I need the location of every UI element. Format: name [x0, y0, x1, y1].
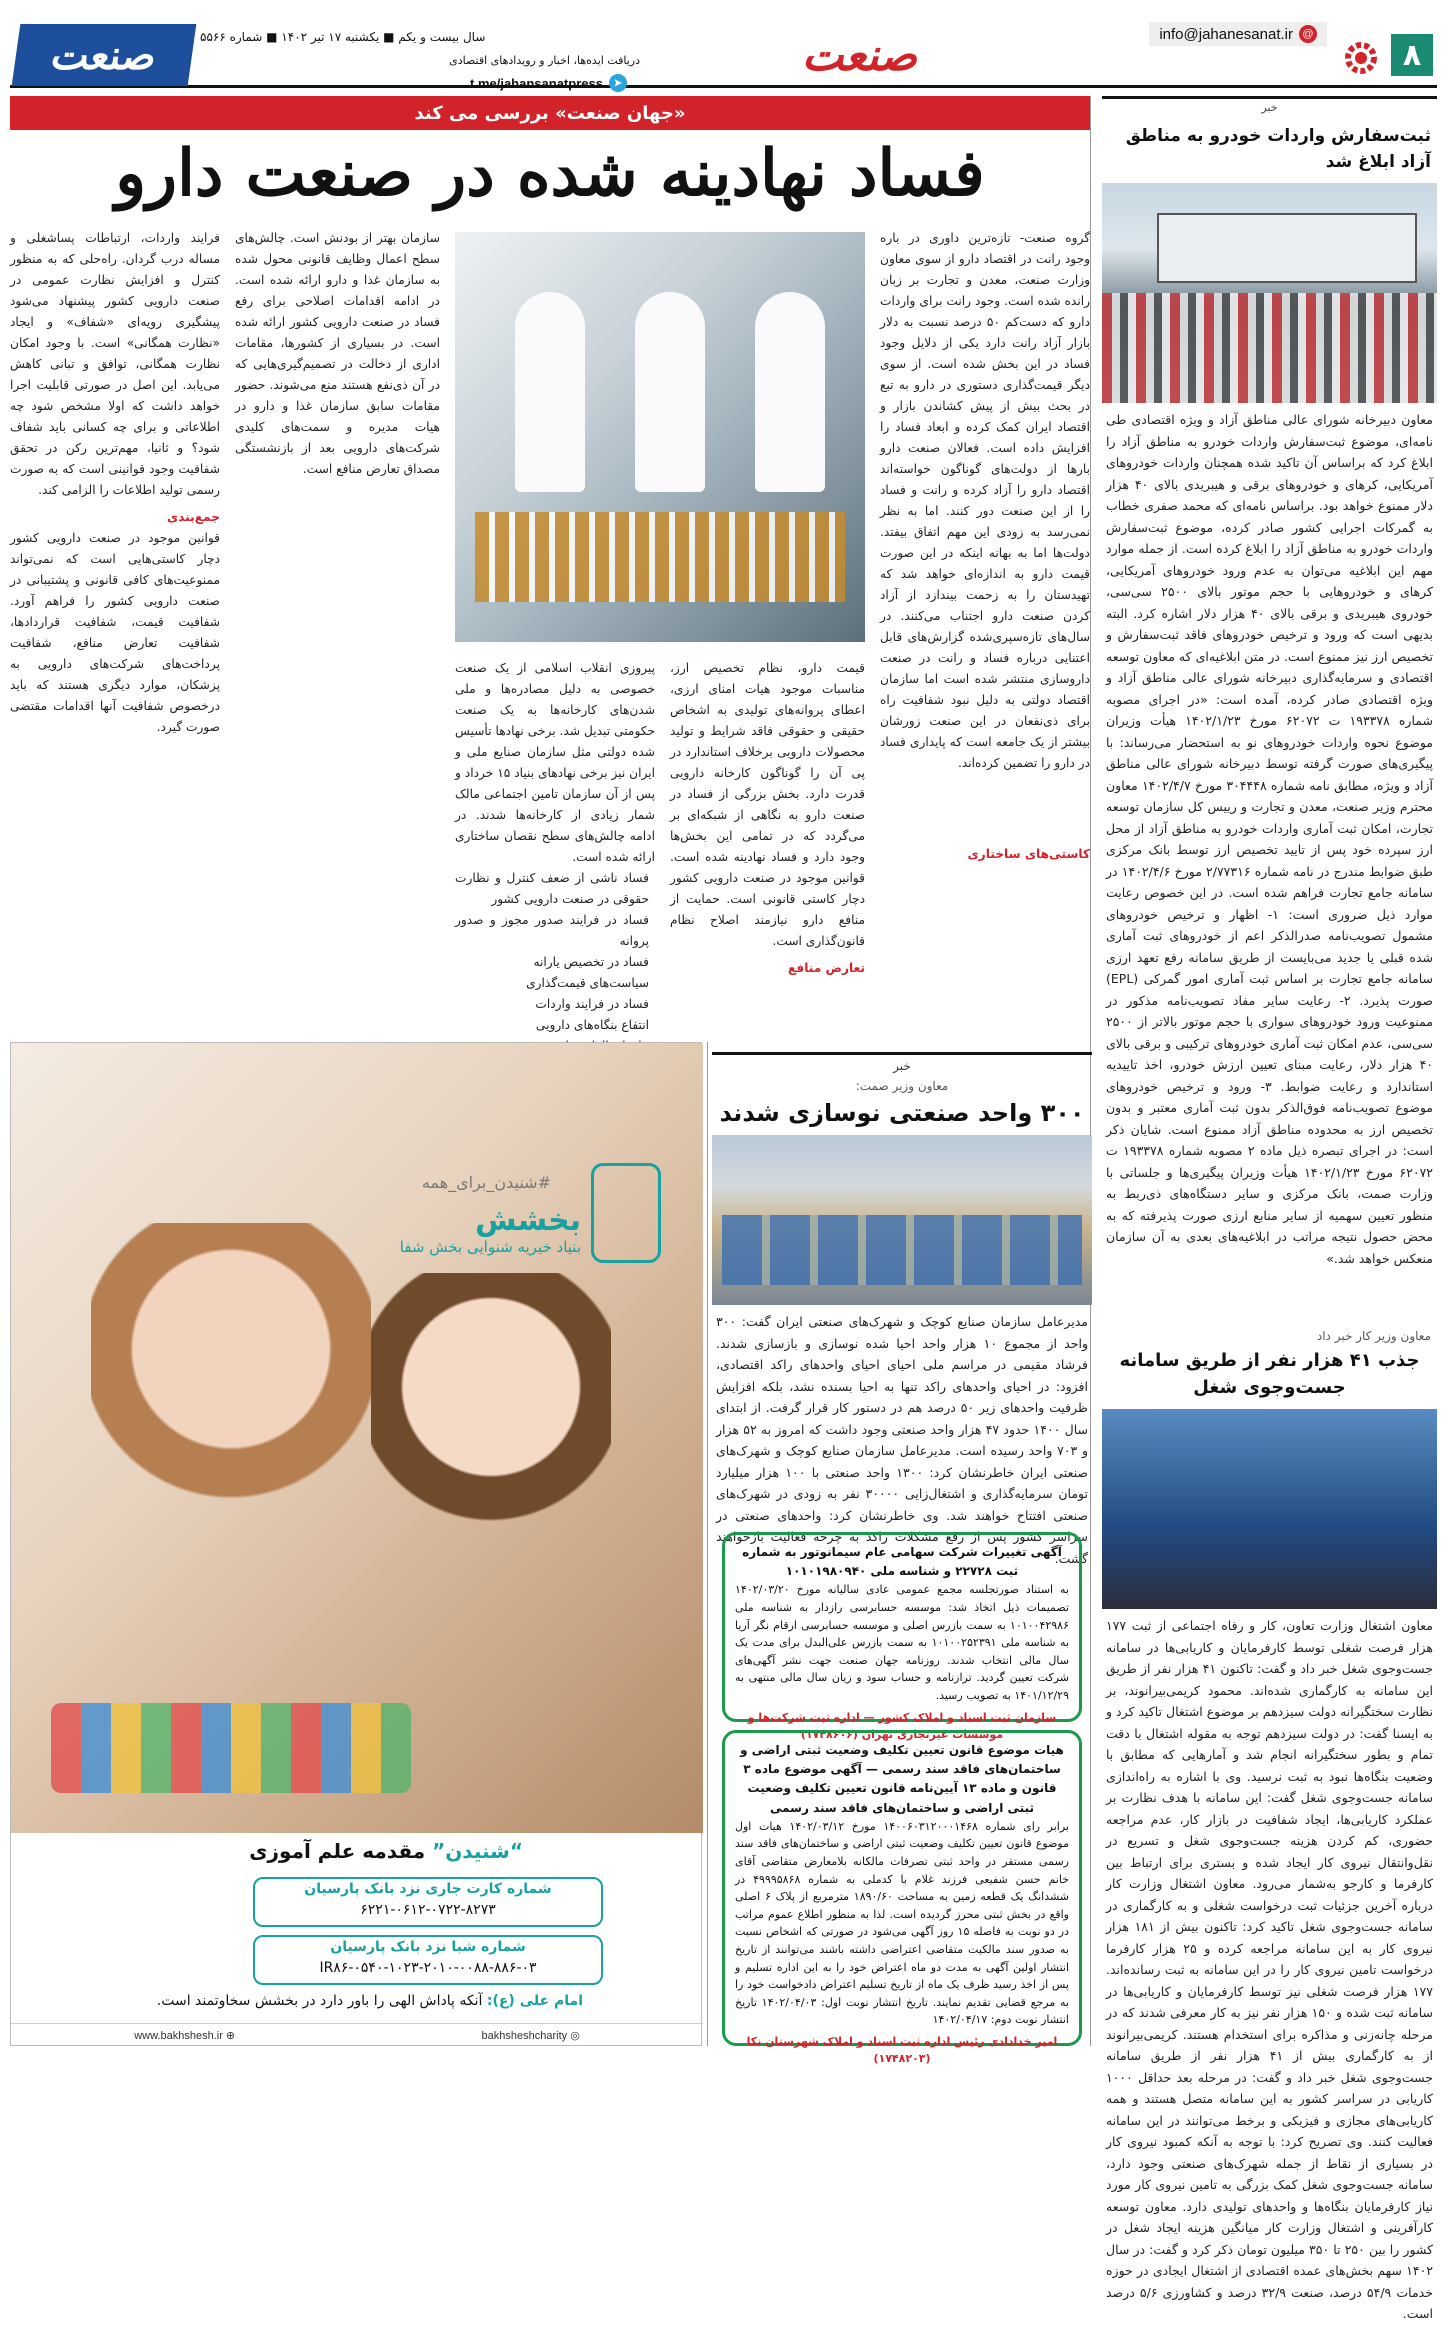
article-column-1 — [880, 228, 1090, 828]
sidebar-kicker-jobs: معاون وزیر کار خبر داد — [1316, 1329, 1431, 1343]
list-item: فساد در تخصیص یارانه — [533, 954, 649, 969]
article-text-5: فرایند واردات، ارتباطات پساشغلی و مساله درب گردان. راه‌حلی که به منظور کنترل و افزایش نظارت عمومی در صنعت دارویی کشور پیشنهاد می‌شود پیشگیری رویه‌ای «شفاف» و ایجاد «نظارت همگانی» است. با وجود امکان نظارت همگانی، توافق و تبانی کاهش می‌یابد. این اصل در صورتی قابلیت اجرا خواهد داشت که اولا مشخص شود چه اطلاعاتی و برای چه کسانی باید شفاف شود؟ و ثانیا، مهم‌ترین رکن در تحقق شفافیت وجود قوانینی است که به صورت رسمی تولید اطلاعات را الزامی کند. — [10, 231, 220, 497]
subhead-structural: کاستی‌های ساختاری — [967, 847, 1090, 861]
ad-hashtag: #شنیدن_برای_همه — [421, 1173, 551, 1192]
ad-org-sub: بنیاد خیریه شنوایی بخش شفا — [399, 1238, 581, 1256]
article-text-2: قیمت دارو، نظام تخصیص ارز، مناسبات موجود هیات امنای ارزی، اعطای پروانه‌های تولیدی به اشخاص حقیقی و حقوقی فاقد شرایط و تولید محصولات دارویی برخلاف استاندارد در پی آن را گوناگون کارخانه دارویی قدرت دارد. بخش بزرگی از فساد در صنعت دارو به نگاهی از شبکه‌ای بر می‌گردد که در تمامی این بخش‌ها وجود دارد و فساد نهادینه شده است. قوانین موجود در صنعت دارویی کشور دچار کاستی قانونی است. حمایت از منافع دارو نیازمند اصلاح نظام قانون‌گذاری است. — [670, 661, 865, 948]
globe-icon: ⊕ — [225, 2030, 236, 2042]
ad-quote-author: امام علی (ع): — [486, 1993, 583, 2009]
subhead-conflict: تعارض منافع — [787, 960, 865, 975]
instagram-icon: ◎ — [570, 2030, 580, 2042]
sidebar-title-jobs: جذب ۴۱ هزار نفر از طریق سامانه جست‌وجوی شغل — [1119, 1350, 1420, 1398]
article-headline: فساد نهادینه شده در صنعت دارو — [115, 136, 985, 211]
legal-notice-2 — [722, 1730, 1082, 2066]
ad-quote — [157, 1993, 583, 2009]
ship-shape — [1157, 213, 1417, 283]
charity-logo-icon — [591, 1163, 661, 1263]
sidebar-title-car-imports: ثبت‌سفارش واردات خودرو به مناطق آزاد ابلاغ شد — [1125, 126, 1431, 172]
main-article — [10, 96, 1090, 1032]
center-news-kicker: معاون وزیر صمت: — [855, 1079, 949, 1093]
card-number-box — [253, 1877, 603, 1927]
ad-tagline-quote: “شنیدن” — [432, 1839, 523, 1863]
ad-tagline-rest: مقدمه علم آموزی — [249, 1839, 426, 1863]
article-column-5 — [10, 228, 220, 1028]
notice-signature: امیر خدادادی رئیس اداره ثبت اسناد و املاک شهرستان نکا (۱۷۴۸۲۰۳) — [746, 2034, 1058, 2066]
news-tag: خبر — [1102, 96, 1437, 116]
card-label: شماره کارت جاری نزد بانک پارسیان — [304, 1881, 552, 1897]
article-column-2 — [670, 658, 865, 1028]
center-news-tag: خبر — [712, 1052, 1092, 1073]
article-text-4: سازمان بهتر از بودنش است. چالش‌های سطح اعمال وظایف قانونی محول شده به سازمان غذا و دارو ارائه شده است. در ادامه اقدامات اصلاحی برای رفع فساد در صنعت دارویی کشور ارائه شده است. در بسیاری از کشورها، مقامات اداری از دخالت در تصمیم‌گیری‌هایی که در آن ذی‌نفع هستند منع می‌شوند. حضور مقامات سابق سازمان غذا و دارو در هیات مدیره و سمت‌های کلیدی شرکت‌های دارویی بعد از بازنشستگی مصداق تعارض منافع است. — [235, 231, 440, 476]
email-address: info@jahanesanat.ir — [1159, 25, 1293, 43]
ad-photo-children — [11, 1043, 703, 1833]
section-name: صنعت — [801, 30, 917, 81]
tagline: دریافت ایده‌ها، اخبار و رویدادهای اقتصادی — [449, 54, 640, 67]
worker-shape — [635, 292, 705, 492]
notice-text: برابر رای شماره ۱۴۰۰۶۰۳۱۲۰۰۰۱۴۶۸ مورخ ۱۴۰۲/۰۳/۱۲ هیات اول موضوع قانون تعیین تکلیف وضعیت ثبتی اراضی و ساختمان‌های فاقد سند رسمی مستقر در واحد ثبتی تصرفات مالکانه بلامعارض متقاضی آقای خانم حسن شفیعی فرزند غلام با کدملی به شماره ۴۹۹۹۵۸۶۸ در ششدانگ یک قطعه زمین به مساحت ۱۸۹۰/۶۰ مترمربع از پلاک ۶ اصلی واقع در بخش ثبتی محرز گردیده است. لذا به منظور اطلاع عموم مراتب در دو نوبت به فاصله ۱۵ روز آگهی می‌شود در صورتی که اشخاص نسبت به صدور سند مالکیت متقاضی اعتراضی داشته باشند می‌توانند از تاریخ انتشار اولین آگهی به مدت دو ماه اعتراض خود را به این اداره تسلیم و پس از اخذ رسید ظرف یک ماه از تاریخ تسلیم اعتراض دادخواست خود را به مرجع قضایی تقدیم نمایند. تاریخ انتشار نوبت اول: ۱۴۰۲/۰۴/۰۳ تاریخ انتشار نوبت دوم: ۱۴۰۲/۰۴/۱۷ — [735, 1819, 1069, 2027]
subhead-summary: جمع‌بندی — [166, 509, 220, 524]
roofs-shape — [722, 1215, 1082, 1285]
article-column-1b — [880, 838, 1090, 1028]
sheba-number: IR۸۶-۰۵۴۰-۱۰۲۳-۲۰۱۰-۰۰۸۸-۸۸۶-۰۳ — [319, 1960, 537, 1976]
sidebar-text-car-imports: معاون دبیرخانه شورای عالی مناطق آزاد و ویژه اقتصادی طی نامه‌ای، موضوع ثبت‌سفارش واردات خودرو به مناطق آزاد را ابلاغ کرد که براساس آن تاکید شده همچنان واردات خودروهای آمریکایی، کرهای و خودروهای برقی و هیبریدی بالای ۴۰ هزار دلار ممنوع خواهد بود. براساس نامه‌ای که محمد صفری خطاب به گمرکات اجرایی کشور صادر کرده، موضوع ثبت‌سفارش واردات خودرو به مناطق آزاد را ابلاغ کرده است. از جمله موارد مهم این ابلاغیه می‌توان به عدم ورود خودروهای آمریکایی، کرهای و خودروهایی با حجم موتور بالای ۲۵۰۰ سی‌سی، خودروی هیبریدی و برقی بالای ۴۰ هزار دلار اشاره کرد. البته بدیهی است که ورود و ترخیص خودروهای فاقد ثبت‌سفارش و تخصیص ارز نیز ممنوع است. در متن ابلاغیه‌ای که معاون توسعه اقتصادی و سرمایه‌گذاری دبیرخانه شورای عالی مناطق آزاد و ویژه اقتصادی صادر کرده، آمده است: «در اجرای مصوبه شماره ۱۹۳۳۷۸ ت ۶۲۰۷۲ مورخ ۱۴۰۲/۱/۲۳ هیأت وزیران موضوع نحوه واردات خودروهای نو به استحضار می‌رساند: با پیگیری‌های صورت گرفته توسط دبیرخانه شورای عالی مناطق آزاد و ویژه، مطابق نامه شماره ۳۰۴۴۴۸ مورخ ۱۴۰۲/۴/۷ معاون محترم وزیر صنعت، معدن و تجارت و رییس کل سازمان توسعه تجارت، امکان ثبت آماری واردات خودرو به مناطق آزاد از محل ارز سپرده خود پس از تایید تخصیص ارز توسط بانک مرکزی طبق ضوابط مندرج در نامه شماره ۲/۷۷۳۱۶ مورخ ۱۴۰۲/۴/۶ در سامانه جامع تجارت فراهم شده است. در این خصوص رعایت موارد ذیل ضروری است: ۱- اظهار و ترخیص خودروهای مشمول تصویب‌نامه صدرالذکر اعم از خودروهای ثبت آماری شده قبلی یا جدید می‌بایست از طریق سامانه رفع تعهد ارزی سامانه جامع تجارت بر اساس ثبت آماری امور گمرکی (EPL) صورت پذیرد. ۲- رعایت سایر مفاد تصویب‌نامه مذکور در ممنوعیت ورود خودروهای سواری با حجم موتور بالاتر از ۲۵۰۰ سی‌سی، عدم امکان ثبت آماری خودروهای ترکیبی و برقی بالای ۴۰ هزار دلار، رعایت مبنای تعیین ارزش خودرو، اخذ تاییدیه استاندارد و رعایت ضوابط. ۳- ورود و ترخیص خودروهای موضوع تصویب‌نامه فوق‌الذکر بدون ثبت آماری معتبر و بدون تخصیص ارز به محدوده مناطق آزاد ممنوع است. شایان ذکر است: در اجرای تبصره ذیل ماده ۲ مصوبه شماره ۱۹۳۳۷۸ ت ۶۲۰۷۲ مورخ ۱۴۰۲/۱/۲۳ هیأت وزیران پیگیری‌ها و جلساتی با وزارت صمت، بانک مرکزی و سایر دستگاه‌های ذی‌ربط به منظور تعیین سهمیه از سایر منابع ارزی صورت پذیرفته که به محض حصول نتیجه مراتب در ابلاغیه‌های بعدی به آن سازمان منعکس خواهد شد.» — [1106, 412, 1434, 1266]
ad-tagline — [249, 1839, 523, 1863]
page-number: ۸ — [1391, 34, 1433, 76]
article-columns — [10, 228, 1090, 1032]
card-number: ۶۲۲۱-۰۶۱۲-۰۷۲۲-۸۲۷۳ — [360, 1902, 496, 1918]
list-item: سیاست‌های قیمت‌گذاری — [526, 975, 649, 990]
ad-lower — [11, 1833, 703, 2047]
gear-icon — [1341, 38, 1381, 78]
list-item: فساد در فرایند صدور مجوز و صدور پروانه — [455, 912, 649, 948]
instagram-handle: bakhsheshcharity — [481, 2030, 568, 2042]
article-text-3: پیروزی انقلاب اسلامی از یک صنعت خصوصی به دلیل مصادره‌ها و ملی شدن‌های کارخانه‌ها به یک صنعت حکومتی تبدیل شد. برخی نهادها تأسیس شده دولتی مثل سازمان صنایع ملی و ایران نیز برخی نهادهای بنیاد ۱۵ خرداد و پس از آن سازمان تامین اجتماعی مالک شمار زیادی از کارخانه‌ها شدند. در ادامه چالش‌های سطح نقصان ساختاری ارائه شده است. — [455, 661, 655, 864]
ad-links — [11, 2023, 703, 2047]
issue-line: سال بیست و یکم ■ یکشنبه ۱۷ تیر ۱۴۰۲ ■ شماره ۵۵۶۶ — [200, 30, 486, 44]
notice-signature: سازمان ثبت اسناد و املاک کشور — اداره ثبت شرکت‌ها و موسسات غیرتجاری تهران (۱۷۴۸۶۰۶) — [747, 1710, 1057, 1742]
website-link[interactable] — [134, 2029, 235, 2042]
list-item: انتفاع بنگاه‌های دارویی — [535, 1017, 649, 1032]
article-text-6: قوانین موجود در صنعت دارویی کشور دچار کاستی‌هایی است که نمی‌تواند ممنوعیت‌های کافی قانونی و پشتیبانی در صنعت دارویی کشور را فراهم آورد. شفافیت قیمت، شفافیت قراردادها، شفافیت تعارض منافع، شفافیت پرداخت‌های شرکت‌های دارویی به پزشکان، موارد دیگری هستند که باید درخصوص شفافیت آنها اقدامات مقتضی صورت گیرد. — [10, 530, 220, 734]
child-shape — [371, 1273, 611, 1653]
newspaper-logo: صنعت — [12, 24, 197, 86]
article-kicker: «جهان صنعت» بررسی می کند — [10, 96, 1090, 130]
ad-org — [351, 1203, 581, 1256]
website-url: www.bakhshesh.ir — [134, 2030, 223, 2042]
sidebar-text-jobs: معاون اشتغال وزارت تعاون، کار و رفاه اجتماعی از ثبت ۱۷۷ هزار فرصت شغلی توسط کارفرمایان و کاریابی‌ها در سامانه جست‌وجوی شغل خبر داد و گفت: تاکنون ۴۱ هزار نفر از طریق این سامانه به کارگماری شده‌اند. محمود کریمی‌بیرانوند، بر نظارت سختگیرانه دولت سیزدهم بر موضوع اشتغال تاکید کرد و به ایسنا گفت: در دولت سیزدهم توجه به مقوله اشتغال با دقت تمام و بطور سختگیرانه انجام شد و آمارهایی که مطابق با وضعیت بنگاه‌ها نبود به ثبت نرسید. وی با اشاره به راه‌اندازی سامانه جست‌وجوی شغل گفت: این سامانه با هدف نظارت بر عملکرد کاریابی‌ها، ایجاد شفافیت در بازار کار، عدم مراجعه حضوری، کم کردن هزینه جست‌وجوی شغل و تسریع در نقل‌وانتقال نیروی کار ایجاد شده و بستری برای ارتباط بین کارفرما و کارجو به‌شمار می‌رود. معاون اشتغال وزارت کار درباره آخرین جزئیات ثبت درخواست شغلی و به کارگماری در سامانه جست‌وجوی شغل تاکید کرد: تاکنون بیش از ۱۸۱ هزار نیروی کار به این سامانه مراجعه کرده و ۲۵ هزار کارفرما درخواست تامین نیروی کار را در این سامانه به ثبت رسانده‌اند. ۱۷۷ هزار فرصت شغلی نیز توسط کارفرمایان و کاریابی‌ها در سامانه ثبت شده و ۱۵۰ هزار نفر نیز به کار معرفی شدند که در مرحله چانه‌زنی و مذاکره برای استخدام هستند. کریمی‌بیرانوند از به کارگماری بیش از ۴۱ هزار نفر از طریق سامانه جست‌وجوی شغل خبر داد و گفت: در مرحله بعد حداقل ۱۰۰۰ کاریابی در سراسر کشور به این سامانه متصل هستند و همه کاریابی‌های مجازی و فیزیکی و برخط می‌توانند در این سامانه فعالیت کنند. وی تصریح کرد: با توجه به آنکه کمبود نیروی کار در بسیاری از نقاط از جمله شهرک‌های صنعتی وجود دارد، سامانه جست‌وجوی شغل کمک بزرگی به تامین نیروی کار مورد نیاز کارفرمایان بنگاه‌ها و واحدهای تولیدی دارد. معاون توسعه کارآفرینی و اشتغال وزارت کار میانگین هزینه ایجاد شغل در کشور را بین ۲۵۰ تا ۳۵۰ میلیون تومان ذکر کرد و گفت: در سال ۱۴۰۲ سهم بخش‌های عمده اقتصادی از اشتغال ایجادی در حوزه خدمات ۵۴/۹ درصد، صنعت ۳۲/۹ درصد و کشاورزی ۵/۶ درصد است. — [1106, 1618, 1434, 2321]
sheba-label: شماره شبا نزد بانک پارسیان — [330, 1939, 526, 1955]
charity-advertisement[interactable] — [10, 1042, 702, 2046]
worker-shape — [515, 292, 585, 492]
sheba-number-box — [253, 1935, 603, 1985]
bottles-shape — [475, 512, 845, 602]
notice-text: به استناد صورتجلسه مجمع عمومی عادی سالیانه مورخ ۱۴۰۲/۰۳/۲۰ تصمیمات ذیل اتخاذ شد: موسسه حسابرسی رازدار به شناسه ملی ۱۰۱۰۰۴۲۹۸۶ به سمت بازرس اصلی و موسسه حسابرسی ارقام نگر آریا به شناسه ملی ۱۰۱۰۰۲۵۲۳۹۱ به سمت بازرس علی‌البدل برای مدت یک سال مالی انتخاب شدند. روزنامه جهان صنعت جهت نشر آگهی‌های شرکت تعیین گردید. ترازنامه و حساب سود و زیان سال مالی منتهی به ۱۴۰۱/۱۲/۲۹ به تصویب رسید. — [735, 1583, 1070, 1702]
paint-palette-shape — [51, 1703, 411, 1793]
photo-factory-workers — [1102, 1409, 1437, 1609]
sidebar — [1102, 96, 1437, 2321]
article-column-3 — [455, 658, 655, 1032]
masthead — [10, 8, 1437, 91]
worker-shape — [755, 292, 825, 492]
telegram-url: t.me/jahansanatpress — [470, 75, 603, 91]
telegram-link[interactable] — [470, 74, 627, 92]
photo-pharma-lab — [455, 232, 865, 642]
child-shape — [91, 1223, 371, 1643]
photo-industrial-zone — [712, 1135, 1092, 1305]
list-item: فساد ناشی از ضعف کنترل و نظارت حقوقی در صنعت دارویی کشور — [455, 870, 649, 906]
cars-shape — [1102, 293, 1437, 403]
notice-title: هیات موضوع قانون تعیین تکلیف وضعیت ثبتی اراضی و ساختمان‌های فاقد سند رسمی — آگهی موضوع ماده ۳ قانون و ماده ۱۳ آیین‌نامه قانون تعیین تکلیف وضعیت ثبتی اراضی و ساختمان‌های فاقد سند رسمی — [740, 1743, 1064, 1815]
column-divider — [707, 1042, 708, 2046]
ad-org-name: بخشش — [475, 1203, 581, 1238]
center-news-title: ۳۰۰ واحد صنعتی نوسازی شدند — [719, 1099, 1085, 1127]
email-icon: @ — [1299, 25, 1317, 43]
legal-notice-1 — [722, 1532, 1082, 1742]
corruption-list — [455, 868, 655, 1057]
article-text-1: گروه صنعت- تازه‌ترین داوری در باره وجود رانت در اقتصاد دارو از سوی معاون وزارت صنعت، معدن و تجارت بر زبان رانده شده است. وجود رانت برای واردات دارو که دست‌کم ۵۰ درصد نسبت به دلار بازار آزاد رانت دارد یکی از دلایل وجود فساد در این بخش شده است. از سوی دیگر قیمت‌گذاری دستوری در دارو به تبع در بحث بیش از پیش کشاندن بازار و اقتصاد ایران کمک کرده و ابعاد فساد را افزایش داده است. فعالان صنعت دارو بارها از دولت‌های گوناگون خواسته‌اند اقتصاد دارو را آزاد کرده و رانت و فساد را از این صنعت دور کنند. اما به نظر نمی‌رسد به زودی این مهم اتفاق بیفتد. دولت‌ها اما به بهانه اینکه در این صورت قیمت دارو به اندازه‌ای خواهد شد که تهیدستان را به زحمت بیندازد از آزاد کردن صنعت دارو اجتناب می‌کنند. در سال‌های تازه‌سپری‌شده گزارش‌های قابل اعتنایی درباره فساد و رانت در صنعت داروسازی منتشر شده است اما سازمان اقتصاد دولتی به دلیل نبود شفافیت راه برای ذی‌نفعان در این صنعت زورشان بیشتر از یک جامعه است که پایداری فساد در دارو را تضمین کرده‌اند. — [880, 231, 1090, 770]
photo-car-ship-port — [1102, 183, 1437, 403]
telegram-icon: ➤ — [609, 74, 627, 92]
article-column-4 — [235, 228, 440, 1028]
instagram-link[interactable] — [482, 2029, 580, 2042]
email-box[interactable] — [1149, 22, 1327, 46]
ad-quote-text: آنکه پاداش الهی را باور دارد در بخشش سخاوتمند است. — [156, 1993, 483, 2009]
list-item: فساد در فرایند واردات — [535, 996, 649, 1011]
notice-title: آگهی تغییرات شرکت سهامی عام سیمانوتور به شماره ثبت ۲۲۷۲۸ و شناسه ملی ۱۰۱۰۱۹۸۰۹۴۰ — [742, 1545, 1062, 1579]
center-news-text: مدیرعامل سازمان صنایع کوچک و شهرک‌های صنعتی ایران گفت: ۳۰۰ واحد از مجموع ۱۰ هزار واحد احیا شده نوسازی و بازسازی شدند. فرشاد مقیمی در مراسم ملی احیای احیای واحدهای راکد اقتصادی، افزود: در احیای واحدهای راکد تنها به احیا بسنده نشد، بلکه افزایش ظرفیت واحدهای زیر ۵۰ درصد هم در دستور کار قرار گرفت. از ابتدای سال ۱۴۰۰ حدود ۴۷ هزار واحد صنعتی وجود داشت که امروز به ۵۲ هزار و ۷۰۳ واحد رسیده است. مدیرعامل سازمان صنایع کوچک و شهرک‌های صنعتی ایران خاطرنشان کرد: ۱۳۰۰ واحد صنعتی با ۱۰۰ هزار میلیارد تومان سرمایه‌گذاری و اشتغال‌زایی ۳۰۰۰۰ نفر به زودی در شهرک‌های صنعتی افتتاح خواهند شد. وی خاطرنشان کرد: واحدهای صنعتی در سراسر کشور پس از رفع مشکلات راکد به چرخه فعالیت بازخواهند گشت. — [716, 1314, 1089, 1566]
